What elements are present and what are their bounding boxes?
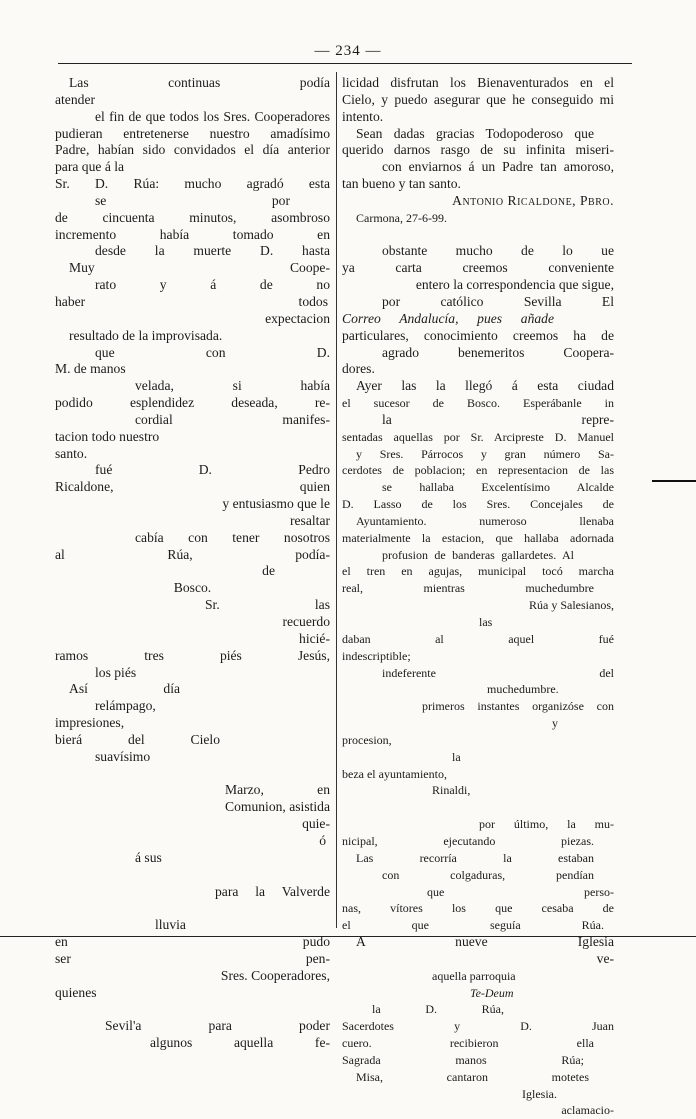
text-line: Ricaldone, quien [55, 479, 330, 495]
column-divider [336, 72, 337, 928]
text-line: Marzo, en [225, 782, 330, 798]
right-column [342, 75, 614, 1119]
text-line: Las continuas podía [69, 75, 330, 90]
text-line: el sucesor de Bosco. Esperábanle in [342, 396, 614, 411]
text-line: de cincuenta minutos, asombroso [55, 209, 330, 225]
text-line: tacion todo nuestro [55, 428, 160, 444]
text-line: y entusiasmo que le [222, 496, 330, 512]
text-line: cerdotes de poblacion; en representacion de las [342, 463, 614, 478]
text-line: Misa, cantaron motetes [356, 1069, 589, 1084]
text-line: Bosco. [173, 580, 212, 596]
text-line: nicipal, ejecutando piezas. [342, 833, 594, 848]
text-line [55, 766, 330, 783]
text-line: Las recorría la estaban [356, 850, 594, 865]
text-line: para que á la [55, 159, 125, 175]
text-line: nas, vítores los que cesaba de [342, 901, 614, 916]
text-line: cordial manifes- [135, 411, 330, 427]
text-line: Cielo, y puedo asegurar que he conseguido mi [342, 91, 614, 107]
text-line: algunos aquella fe- [150, 1035, 330, 1051]
text-line: querido darnos rasgo de su infinita miseri- [342, 142, 614, 158]
text-line [342, 799, 614, 816]
text-line: en pudo [55, 934, 330, 950]
text-line: haber todos [55, 293, 328, 309]
text-line: muchedumbre. [487, 682, 559, 697]
text-line: Ayer las la llegó á esta ciudad [356, 378, 614, 394]
left-column [55, 75, 330, 1052]
text-line: Comunion, asistida [225, 799, 330, 815]
text-line: por último, la mu- [479, 817, 614, 832]
text-line: el que seguía Rúa. [342, 918, 604, 933]
text-line: aclamacio- [561, 1103, 614, 1118]
text-line: Rinaldi, [432, 783, 471, 798]
text-line: ve- [596, 950, 614, 966]
text-line: los piés [95, 664, 137, 680]
text-line: pudieran entretenerse nuestro amadísimo [55, 125, 330, 141]
text-line: Sagrada manos Rúa; [342, 1052, 584, 1067]
page-number: — 234 — [314, 43, 382, 59]
text-line: impresiones, [55, 715, 125, 731]
dateline: Carmona, 27-6-99. [356, 210, 447, 225]
text-line: particulares, conocimiento creemos ha de [342, 327, 614, 343]
text-line: y Sres. Párrocos y gran número Sa- [356, 446, 614, 461]
margin-mark [652, 480, 696, 482]
text-line: podido esplendidez deseada, re- [55, 395, 330, 411]
text-line: recuerdo [282, 614, 330, 629]
text-line: Sacerdotes y D. Juan [342, 1019, 614, 1034]
text-line: la D. Rúa, [372, 1002, 504, 1017]
text-line: Te-Deum [470, 985, 514, 1000]
text-line: tan bueno y tan santo. [342, 176, 461, 192]
text-line: expectacion [265, 310, 330, 326]
text-line: entero la correspondencia que sigue, [415, 277, 614, 293]
text-line: relámpago, [95, 698, 156, 714]
text-line: quie- [302, 816, 330, 832]
text-line: cabía con tener nosotros [135, 529, 330, 545]
text-line: por católico Sevilla El [382, 293, 614, 309]
text-line: las [479, 615, 493, 629]
text-line: desde la muerte D. hasta [95, 243, 330, 259]
text-line: lluvia [155, 917, 186, 933]
header-rule [58, 63, 632, 64]
text-line: ya carta creemos conveniente [342, 260, 614, 276]
text-line: obstante mucho de lo ue [382, 243, 614, 259]
text-line: atender [55, 91, 95, 107]
text-line: resaltar [290, 512, 330, 528]
text-line: agrado benemeritos Coopera- [382, 344, 614, 360]
text-line: ramos tres piés Jesús, [55, 647, 330, 663]
text-line: la [452, 749, 461, 764]
text-line [55, 867, 330, 884]
text-line: Así día [69, 681, 180, 697]
text-line [342, 227, 614, 244]
text-line: indeferente del [382, 665, 614, 680]
text-line: Sres. Cooperadores, [220, 967, 330, 983]
text-line: Correo Andalucía, pues añade [342, 310, 554, 326]
text-line: intento. [342, 108, 384, 124]
text-line: aquella parroquia [432, 968, 516, 983]
text-line: sentadas aquellas por Sr. Arcipreste D. Manuel [342, 429, 614, 444]
text-line: de [262, 563, 275, 579]
text-line: el fin de que todos los Sres. Cooperadores [95, 108, 330, 124]
text-line: Sr. las [205, 597, 330, 613]
text-line: dores. [342, 361, 375, 377]
text-line: santo. [55, 445, 88, 461]
text-line: y [552, 716, 558, 731]
text-line: Muy Coope- [69, 260, 330, 276]
text-line: hicié- [299, 630, 330, 646]
text-line: que con D. [95, 344, 330, 360]
text-line: el tren en agujas, municipal tocó marcha [342, 564, 614, 579]
text-line: fué D. Pedro [95, 462, 330, 478]
text-line: Sevil'a para poder [105, 1018, 330, 1034]
text-line: ó [319, 832, 326, 848]
text-line: materialmente la estacion, que hallaba adornada [342, 530, 614, 545]
text-line: velada, si había [135, 378, 330, 394]
text-line: real, mientras muchedumbre [342, 581, 594, 596]
text-line: procesion, [342, 732, 392, 747]
text-line: cuero. recibieron ella [342, 1036, 594, 1051]
text-line: ser pen- [55, 950, 330, 966]
text-line: D. Lasso de los Sres. Concejales de [342, 497, 614, 512]
text-line: la repre- [382, 411, 614, 427]
text-line: se por [95, 192, 290, 208]
text-line: daban al aquel fué [342, 631, 614, 646]
text-line: Sean dadas gracias Todopoderoso que [356, 125, 594, 141]
text-line [55, 1001, 330, 1018]
text-line: que perso- [427, 884, 614, 899]
text-line: profusion de banderas gallardetes. Al [382, 547, 574, 562]
text-line: rato y á de no [95, 277, 330, 293]
signature: Antonio Ricaldone, Pbro. [452, 192, 614, 208]
text-line: beza el ayuntamiento, [342, 766, 447, 781]
text-line: se hallaba Excelentísimo Alcalde [382, 480, 614, 495]
text-line: resultado de la improvisada. [69, 327, 223, 343]
text-line: para la Valverde [215, 883, 330, 899]
text-line: licidad disfrutan los Bienaventurados en el [342, 75, 614, 90]
text-line: con colgaduras, pendían [382, 867, 594, 882]
text-line: Padre, habían sido convidados el día anterior [55, 142, 330, 158]
text-line: M. de manos [55, 361, 126, 377]
text-line: A nueve Iglesia [356, 934, 614, 950]
text-line: al Rúa, podía- [55, 546, 330, 562]
text-line: incremento había tomado en [55, 226, 330, 242]
text-line [55, 900, 330, 917]
text-line: Ayuntamiento. numeroso llenaba [356, 513, 614, 528]
text-line: primeros instantes organizóse con [422, 699, 614, 714]
text-line: suavísimo [95, 748, 151, 764]
text-line: Iglesia. [522, 1086, 557, 1101]
text-line: á sus [135, 849, 162, 865]
text-line: Sr. D. Rúa: mucho agradó esta [55, 176, 330, 192]
text-line: bierá del Cielo [55, 731, 220, 747]
text-line: quienes [55, 984, 97, 1000]
text-line: con enviarnos á un Padre tan amoroso, [382, 159, 614, 175]
text-line: Rúa y Salesianos, [529, 598, 614, 613]
text-line: indescriptible; [342, 648, 411, 663]
